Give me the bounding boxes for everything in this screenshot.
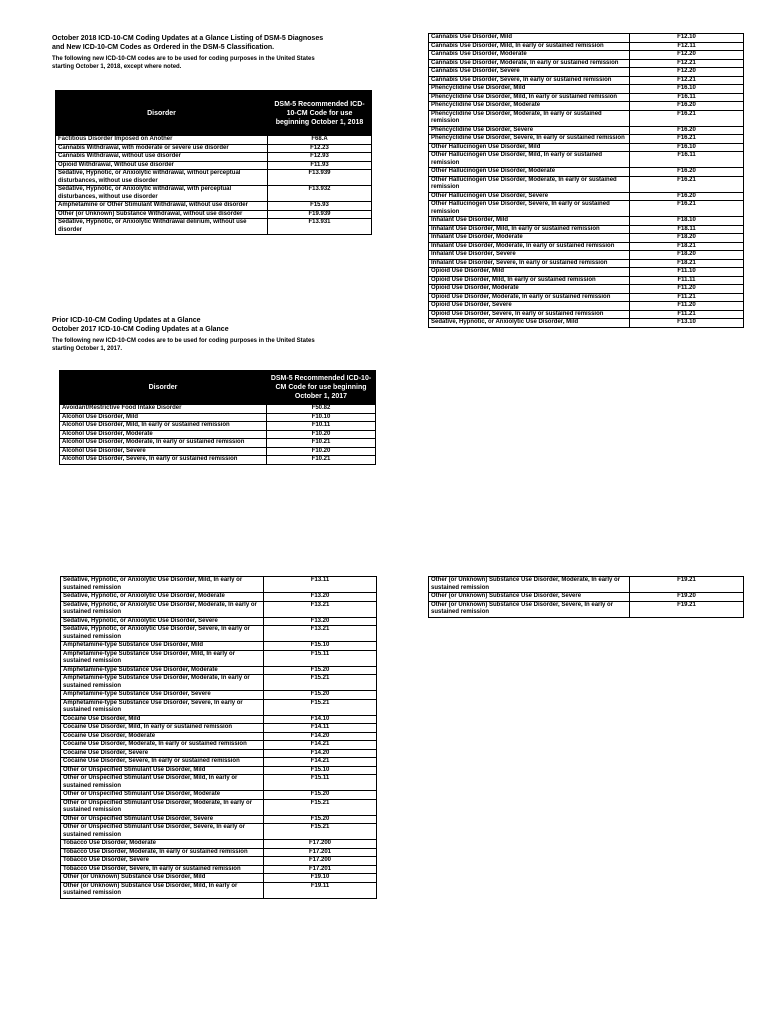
table-row bbox=[61, 715, 377, 724]
table-row bbox=[60, 413, 376, 422]
disorder-cell: Cannabis Use Disorder, Moderate bbox=[429, 51, 630, 60]
code-cell: F13.21 bbox=[264, 626, 377, 642]
disorder-cell: Cannabis Use Disorder, Mild bbox=[429, 34, 630, 43]
code-cell: F11.21 bbox=[630, 310, 744, 319]
disorder-cell: Cannabis Use Disorder, Severe, In early or sustained remission bbox=[429, 76, 630, 85]
table-row bbox=[429, 276, 744, 285]
disorder-cell: Phencyclidine Use Disorder, Mild bbox=[429, 85, 630, 94]
code-cell: F18.21 bbox=[630, 242, 744, 251]
table-row bbox=[56, 186, 372, 202]
code-cell: F12.20 bbox=[630, 51, 744, 60]
table-row bbox=[56, 144, 372, 153]
disorder-cell: Other or Unspecified Stimulant Use Disorder, Moderate bbox=[61, 791, 264, 800]
disorder-cell: Avoidant/Restrictive Food Intake Disorder bbox=[60, 405, 267, 414]
table-row bbox=[429, 593, 744, 602]
section-2017-note-line2: starting October 1, 2017. bbox=[52, 346, 123, 352]
code-cell: F13.21 bbox=[264, 601, 377, 617]
table-row bbox=[61, 593, 377, 602]
code-cell: F13.931 bbox=[268, 219, 372, 235]
disorder-cell: Sedative, Hypnotic, or Anxiolytic withdrawal, with perceptual disturbances, without use disorder bbox=[56, 186, 268, 202]
table-row bbox=[61, 675, 377, 691]
table-row bbox=[61, 775, 377, 791]
code-cell: F19.939 bbox=[268, 210, 372, 219]
disorder-cell: Cocaine Use Disorder, Moderate, In early or sustained remission bbox=[61, 741, 264, 750]
code-cell: F10.20 bbox=[267, 430, 376, 439]
code-cell: F10.21 bbox=[267, 439, 376, 448]
table-2017-continued-lower-left bbox=[60, 576, 377, 899]
table-row bbox=[61, 815, 377, 824]
table-2017-continued-lower-right bbox=[428, 576, 744, 618]
header-disorder: Disorder bbox=[56, 91, 268, 136]
table-row bbox=[56, 202, 372, 211]
code-cell: F19.20 bbox=[630, 593, 744, 602]
table-row bbox=[56, 136, 372, 145]
code-cell: F18.21 bbox=[630, 259, 744, 268]
disorder-cell: Phencyclidine Use Disorder, Moderate bbox=[429, 102, 630, 111]
code-cell: F50.82 bbox=[267, 405, 376, 414]
header-code: DSM-5 Recommended ICD-10-CM Code for use beginning October 1, 2018 bbox=[268, 91, 372, 136]
code-cell: F15.11 bbox=[264, 775, 377, 791]
table-row bbox=[56, 219, 372, 235]
code-cell: F12.23 bbox=[268, 144, 372, 153]
section-2017-title-line1: Prior ICD-10-CM Coding Updates at a Glance bbox=[52, 317, 201, 324]
disorder-cell: Other Hallucinogen Use Disorder, Severe, In early or sustained remission bbox=[429, 201, 630, 217]
table-row bbox=[60, 456, 376, 465]
disorder-cell: Sedative, Hypnotic, or Anxiolytic Use Disorder, Mild, In early or sustained remission bbox=[61, 577, 264, 593]
disorder-cell: Alcohol Use Disorder, Moderate, In early or sustained remission bbox=[60, 439, 267, 448]
code-cell: F17.201 bbox=[264, 865, 377, 874]
table-row bbox=[429, 85, 744, 94]
table-row bbox=[429, 168, 744, 177]
table-row bbox=[429, 102, 744, 111]
table-row bbox=[61, 626, 377, 642]
disorder-cell: Opioid Use Disorder, Moderate, In early or sustained remission bbox=[429, 293, 630, 302]
disorder-cell: Opioid Use Disorder, Mild bbox=[429, 268, 630, 277]
table-row bbox=[61, 840, 377, 849]
disorder-cell: Amphetamine-type Substance Use Disorder, Severe, In early or sustained remission bbox=[61, 699, 264, 715]
code-cell: F15.21 bbox=[264, 799, 377, 815]
code-cell: F10.20 bbox=[267, 447, 376, 456]
disorder-cell: Other or Unspecified Stimulant Use Disorder, Severe bbox=[61, 815, 264, 824]
table-row bbox=[61, 758, 377, 767]
table-row bbox=[56, 210, 372, 219]
code-cell: F11.20 bbox=[630, 302, 744, 311]
table-row bbox=[429, 135, 744, 144]
disorder-cell: Other Hallucinogen Use Disorder, Mild bbox=[429, 143, 630, 152]
table-row bbox=[429, 293, 744, 302]
table-row bbox=[61, 857, 377, 866]
table-row bbox=[61, 874, 377, 883]
code-cell: F13.20 bbox=[264, 593, 377, 602]
disorder-cell: Cannabis Use Disorder, Severe bbox=[429, 68, 630, 77]
table-2018-codes bbox=[55, 90, 372, 235]
table-row bbox=[60, 405, 376, 414]
table-row bbox=[61, 749, 377, 758]
disorder-cell: Amphetamine-type Substance Use Disorder, Mild, In early or sustained remission bbox=[61, 650, 264, 666]
table-row bbox=[61, 741, 377, 750]
disorder-cell: Other (or Unknown) Substance Use Disorder, Mild, In early or sustained remission bbox=[61, 882, 264, 898]
disorder-cell: Sedative, Hypnotic, or Anxiolytic Use Disorder, Moderate bbox=[61, 593, 264, 602]
disorder-cell: Factitious Disorder Imposed on Another bbox=[56, 136, 268, 145]
table-2017-codes bbox=[59, 370, 376, 465]
table-row bbox=[61, 617, 377, 626]
disorder-cell: Alcohol Use Disorder, Mild, In early or sustained remission bbox=[60, 422, 267, 431]
disorder-cell: Phencyclidine Use Disorder, Severe, In early or sustained remission bbox=[429, 135, 630, 144]
table-row bbox=[429, 577, 744, 593]
disorder-cell: Opioid Use Disorder, Severe, In early or sustained remission bbox=[429, 310, 630, 319]
table-row bbox=[429, 59, 744, 68]
code-cell: F19.10 bbox=[264, 874, 377, 883]
code-cell: F15.11 bbox=[264, 650, 377, 666]
disorder-cell: Other (or Unknown) Substance Use Disorder, Severe bbox=[429, 593, 630, 602]
table-row bbox=[56, 161, 372, 170]
section-2017-heading bbox=[52, 316, 372, 353]
table-row bbox=[61, 666, 377, 675]
code-cell: F16.10 bbox=[630, 143, 744, 152]
code-cell: F14.20 bbox=[264, 749, 377, 758]
table-row bbox=[61, 848, 377, 857]
code-cell: F18.20 bbox=[630, 234, 744, 243]
disorder-cell: Cocaine Use Disorder, Mild bbox=[61, 715, 264, 724]
disorder-cell: Sedative, Hypnotic, or Anxiolytic Use Disorder, Moderate, In early or sustained remission bbox=[61, 601, 264, 617]
code-cell: F12.10 bbox=[630, 34, 744, 43]
disorder-cell: Cannabis Use Disorder, Moderate, In early or sustained remission bbox=[429, 59, 630, 68]
code-cell: F15.20 bbox=[264, 815, 377, 824]
section-2018-note-line2: starting October 1, 2018, except where noted. bbox=[52, 64, 182, 70]
code-cell: F10.11 bbox=[267, 422, 376, 431]
disorder-cell: Cannabis Use Disorder, Mild, In early or sustained remission bbox=[429, 42, 630, 51]
header-disorder: Disorder bbox=[60, 371, 267, 405]
code-cell: F14.21 bbox=[264, 741, 377, 750]
code-cell: F12.21 bbox=[630, 76, 744, 85]
disorder-cell: Opioid Use Disorder, Mild, In early or sustained remission bbox=[429, 276, 630, 285]
section-2018-title-line2: and New ICD-10-CM Codes as Ordered in the DSM-5 Classification. bbox=[52, 44, 275, 51]
table-row bbox=[61, 699, 377, 715]
table-row bbox=[429, 51, 744, 60]
table-2017-continued-right bbox=[428, 33, 744, 328]
disorder-cell: Other Hallucinogen Use Disorder, Moderate bbox=[429, 168, 630, 177]
code-cell: F13.939 bbox=[268, 170, 372, 186]
table-row bbox=[429, 259, 744, 268]
table-row bbox=[61, 732, 377, 741]
code-cell: F13.11 bbox=[264, 577, 377, 593]
table-row bbox=[429, 217, 744, 226]
code-cell: F12.93 bbox=[268, 153, 372, 162]
code-cell: F15.20 bbox=[264, 666, 377, 675]
code-cell: F16.21 bbox=[630, 135, 744, 144]
code-cell: F16.20 bbox=[630, 126, 744, 135]
disorder-cell: Inhalant Use Disorder, Moderate, In early or sustained remission bbox=[429, 242, 630, 251]
table-row bbox=[61, 824, 377, 840]
code-cell: F15.10 bbox=[264, 642, 377, 651]
table-row bbox=[60, 439, 376, 448]
table-row bbox=[429, 192, 744, 201]
table-row bbox=[61, 691, 377, 700]
disorder-cell: Inhalant Use Disorder, Mild bbox=[429, 217, 630, 226]
section-2018-heading bbox=[52, 34, 372, 71]
disorder-cell: Opioid Use Disorder, Severe bbox=[429, 302, 630, 311]
code-cell: F16.21 bbox=[630, 176, 744, 192]
code-cell: F11.93 bbox=[268, 161, 372, 170]
disorder-cell: Other Hallucinogen Use Disorder, Moderate, In early or sustained remission bbox=[429, 176, 630, 192]
disorder-cell: Other or Unspecified Stimulant Use Disorder, Mild bbox=[61, 766, 264, 775]
disorder-cell: Alcohol Use Disorder, Moderate bbox=[60, 430, 267, 439]
table-row bbox=[61, 642, 377, 651]
table-row bbox=[429, 93, 744, 102]
disorder-cell: Tobacco Use Disorder, Severe bbox=[61, 857, 264, 866]
code-cell: F15.20 bbox=[264, 791, 377, 800]
table-row bbox=[429, 34, 744, 43]
disorder-cell: Cocaine Use Disorder, Severe bbox=[61, 749, 264, 758]
code-cell: F16.10 bbox=[630, 85, 744, 94]
table-row bbox=[429, 110, 744, 126]
table-row bbox=[61, 865, 377, 874]
disorder-cell: Sedative, Hypnotic, or Anxiolytic Use Disorder, Severe, In early or sustained remission bbox=[61, 626, 264, 642]
code-cell: F16.20 bbox=[630, 192, 744, 201]
table-row bbox=[429, 285, 744, 294]
table-row bbox=[61, 724, 377, 733]
disorder-cell: Amphetamine-type Substance Use Disorder, Mild bbox=[61, 642, 264, 651]
code-cell: F11.11 bbox=[630, 276, 744, 285]
code-cell: F19.11 bbox=[264, 882, 377, 898]
disorder-cell: Sedative, Hypnotic, or Anxiolytic Use Disorder, Mild bbox=[429, 319, 630, 328]
disorder-cell: Other (or Unknown) Substance Use Disorder, Mild bbox=[61, 874, 264, 883]
table-row bbox=[61, 577, 377, 593]
code-cell: F14.21 bbox=[264, 758, 377, 767]
code-cell: F12.21 bbox=[630, 59, 744, 68]
table-row bbox=[429, 126, 744, 135]
disorder-cell: Other or Unspecified Stimulant Use Disorder, Severe, In early or sustained remission bbox=[61, 824, 264, 840]
code-cell: F10.21 bbox=[267, 456, 376, 465]
code-cell: F17.200 bbox=[264, 857, 377, 866]
table-row bbox=[429, 42, 744, 51]
table-row bbox=[429, 152, 744, 168]
code-cell: F16.11 bbox=[630, 93, 744, 102]
code-cell: F14.20 bbox=[264, 732, 377, 741]
disorder-cell: Cocaine Use Disorder, Severe, In early or sustained remission bbox=[61, 758, 264, 767]
code-cell: F19.21 bbox=[630, 601, 744, 617]
disorder-cell: Cannabis Withdrawal, without use disorder bbox=[56, 153, 268, 162]
code-cell: F15.21 bbox=[264, 675, 377, 691]
disorder-cell: Cocaine Use Disorder, Moderate bbox=[61, 732, 264, 741]
code-cell: F15.21 bbox=[264, 824, 377, 840]
code-cell: F16.20 bbox=[630, 102, 744, 111]
code-cell: F15.20 bbox=[264, 691, 377, 700]
table-row bbox=[61, 650, 377, 666]
table-row bbox=[429, 201, 744, 217]
code-cell: F11.10 bbox=[630, 268, 744, 277]
table-row bbox=[61, 799, 377, 815]
code-cell: F17.201 bbox=[264, 848, 377, 857]
disorder-cell: Amphetamine-type Substance Use Disorder, Moderate bbox=[61, 666, 264, 675]
table-row bbox=[61, 601, 377, 617]
code-cell: F14.10 bbox=[264, 715, 377, 724]
table-row bbox=[429, 251, 744, 260]
table-row bbox=[61, 766, 377, 775]
table-row bbox=[429, 302, 744, 311]
code-cell: F16.20 bbox=[630, 168, 744, 177]
disorder-cell: Other Hallucinogen Use Disorder, Mild, In early or sustained remission bbox=[429, 152, 630, 168]
disorder-cell: Phencyclidine Use Disorder, Moderate, In early or sustained remission bbox=[429, 110, 630, 126]
disorder-cell: Sedative, Hypnotic, or Anxiolytic Withdrawal delirium, without use disorder bbox=[56, 219, 268, 235]
code-cell: F16.21 bbox=[630, 110, 744, 126]
table-row bbox=[429, 242, 744, 251]
disorder-cell: Inhalant Use Disorder, Severe, In early or sustained remission bbox=[429, 259, 630, 268]
table-row bbox=[56, 170, 372, 186]
table-row bbox=[429, 176, 744, 192]
disorder-cell: Alcohol Use Disorder, Severe bbox=[60, 447, 267, 456]
table-row bbox=[429, 225, 744, 234]
section-2017-title-line2: October 2017 ICD-10-CM Coding Updates at a Glance bbox=[52, 326, 229, 333]
disorder-cell: Opioid Withdrawal, Without use disorder bbox=[56, 161, 268, 170]
table-row bbox=[429, 319, 744, 328]
code-cell: F14.11 bbox=[264, 724, 377, 733]
disorder-cell: Other Hallucinogen Use Disorder, Severe bbox=[429, 192, 630, 201]
code-cell: F17.200 bbox=[264, 840, 377, 849]
disorder-cell: Alcohol Use Disorder, Mild bbox=[60, 413, 267, 422]
code-cell: F13.932 bbox=[268, 186, 372, 202]
disorder-cell: Inhalant Use Disorder, Severe bbox=[429, 251, 630, 260]
section-2018-note-line1: The following new ICD-10-CM codes are to be used for coding purposes in the United States bbox=[52, 56, 315, 62]
code-cell: F11.20 bbox=[630, 285, 744, 294]
code-cell: F68.A bbox=[268, 136, 372, 145]
code-cell: F16.11 bbox=[630, 152, 744, 168]
table-row bbox=[429, 68, 744, 77]
code-cell: F18.20 bbox=[630, 251, 744, 260]
code-cell: F15.21 bbox=[264, 699, 377, 715]
disorder-cell: Cannabis Withdrawal, with moderate or severe use disorder bbox=[56, 144, 268, 153]
code-cell: F16.21 bbox=[630, 201, 744, 217]
code-cell: F15.10 bbox=[264, 766, 377, 775]
disorder-cell: Other or Unspecified Stimulant Use Disorder, Moderate, In early or sustained remission bbox=[61, 799, 264, 815]
disorder-cell: Amphetamine-type Substance Use Disorder, Moderate, In early or sustained remission bbox=[61, 675, 264, 691]
code-cell: F13.20 bbox=[264, 617, 377, 626]
code-cell: F19.21 bbox=[630, 577, 744, 593]
disorder-cell: Phencyclidine Use Disorder, Mild, In early or sustained remission bbox=[429, 93, 630, 102]
table-row bbox=[60, 447, 376, 456]
disorder-cell: Amphetamine or Other Stimulant Withdrawal, without use disorder bbox=[56, 202, 268, 211]
disorder-cell: Amphetamine-type Substance Use Disorder, Severe bbox=[61, 691, 264, 700]
code-cell: F10.10 bbox=[267, 413, 376, 422]
section-2018-title-line1: October 2018 ICD-10-CM Coding Updates at a Glance Listing of DSM-5 Diagnoses bbox=[52, 35, 324, 42]
code-cell: F15.93 bbox=[268, 202, 372, 211]
code-cell: F12.20 bbox=[630, 68, 744, 77]
code-cell: F18.11 bbox=[630, 225, 744, 234]
table-row bbox=[60, 430, 376, 439]
table-row bbox=[429, 310, 744, 319]
disorder-cell: Opioid Use Disorder, Moderate bbox=[429, 285, 630, 294]
disorder-cell: Other or Unspecified Stimulant Use Disorder, Mild, In early or sustained remission bbox=[61, 775, 264, 791]
table-row bbox=[429, 268, 744, 277]
disorder-cell: Other (or Unknown) Substance Use Disorder, Severe, In early or sustained remission bbox=[429, 601, 630, 617]
disorder-cell: Other (or Unknown) Substance Withdrawal, without use disorder bbox=[56, 210, 268, 219]
table-row bbox=[60, 422, 376, 431]
code-cell: F12.11 bbox=[630, 42, 744, 51]
disorder-cell: Inhalant Use Disorder, Moderate bbox=[429, 234, 630, 243]
disorder-cell: Alcohol Use Disorder, Severe, In early or sustained remission bbox=[60, 456, 267, 465]
disorder-cell: Sedative, Hypnotic, or Anxiolytic Use Disorder, Severe bbox=[61, 617, 264, 626]
code-cell: F18.10 bbox=[630, 217, 744, 226]
code-cell: F11.21 bbox=[630, 293, 744, 302]
table-row bbox=[429, 76, 744, 85]
disorder-cell: Phencyclidine Use Disorder, Severe bbox=[429, 126, 630, 135]
disorder-cell: Tobacco Use Disorder, Severe, In early or sustained remission bbox=[61, 865, 264, 874]
disorder-cell: Cocaine Use Disorder, Mild, In early or sustained remission bbox=[61, 724, 264, 733]
table-row bbox=[429, 234, 744, 243]
header-code: DSM-5 Recommended ICD-10-CM Code for use beginning October 1, 2017 bbox=[267, 371, 376, 405]
table-row bbox=[56, 153, 372, 162]
disorder-cell: Tobacco Use Disorder, Moderate bbox=[61, 840, 264, 849]
table-row bbox=[429, 601, 744, 617]
disorder-cell: Tobacco Use Disorder, Moderate, In early or sustained remission bbox=[61, 848, 264, 857]
disorder-cell: Inhalant Use Disorder, Mild, In early or sustained remission bbox=[429, 225, 630, 234]
disorder-cell: Other (or Unknown) Substance Use Disorder, Moderate, In early or sustained remission bbox=[429, 577, 630, 593]
section-2017-note-line1: The following new ICD-10-CM codes are to be used for coding purposes in the United States bbox=[52, 338, 315, 344]
table-row bbox=[429, 143, 744, 152]
code-cell: F13.10 bbox=[630, 319, 744, 328]
disorder-cell: Sedative, Hypnotic, or Anxiolytic withdrawal, without perceptual disturbances, without use disorder bbox=[56, 170, 268, 186]
table-row bbox=[61, 882, 377, 898]
table-row bbox=[61, 791, 377, 800]
